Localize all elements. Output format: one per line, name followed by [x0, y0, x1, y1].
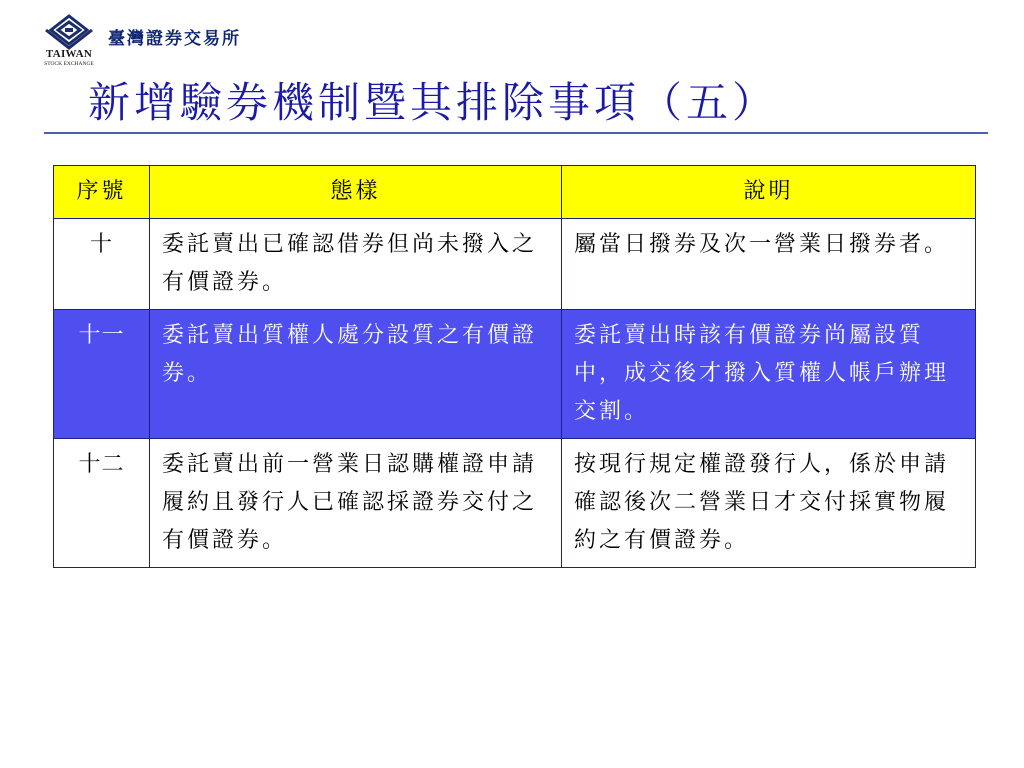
row-number: 十	[54, 219, 150, 310]
row-pattern: 委託賣出已確認借券但尚未撥入之有價證券。	[150, 219, 562, 310]
slide-title: 新增驗券機制暨其排除事項（五）	[88, 78, 779, 127]
table-row	[54, 439, 976, 568]
title-divider	[44, 132, 988, 134]
table-row	[54, 219, 976, 310]
logo-text: TAIWAN	[45, 48, 93, 60]
twse-logo	[38, 14, 100, 68]
exceptions-table	[53, 165, 976, 568]
column-header-explanation: 說明	[562, 166, 976, 219]
row-explanation: 委託賣出時該有價證券尚屬設質中，成交後才撥入質權人帳戶辦理交割。	[562, 310, 976, 439]
row-number: 十二	[54, 439, 150, 568]
column-header-pattern: 態樣	[150, 166, 562, 219]
column-header-number: 序號	[54, 166, 150, 219]
table-row	[54, 310, 976, 439]
table-header-row	[54, 166, 976, 219]
row-pattern: 委託賣出前一營業日認購權證申請履約且發行人已確認採證券交付之有價證券。	[150, 439, 562, 568]
row-explanation: 屬當日撥券及次一營業日撥券者。	[562, 219, 976, 310]
twse-logo-mark-icon	[38, 14, 100, 50]
row-pattern: 委託賣出質權人處分設質之有價證券。	[150, 310, 562, 439]
logo-subtext: STOCK EXCHANGE	[44, 61, 94, 67]
row-explanation: 按現行規定權證發行人，係於申請確認後次二營業日才交付採實物履約之有價證券。	[562, 439, 976, 568]
organization-name: 臺灣證券交易所	[108, 29, 241, 49]
row-number: 十一	[54, 310, 150, 439]
